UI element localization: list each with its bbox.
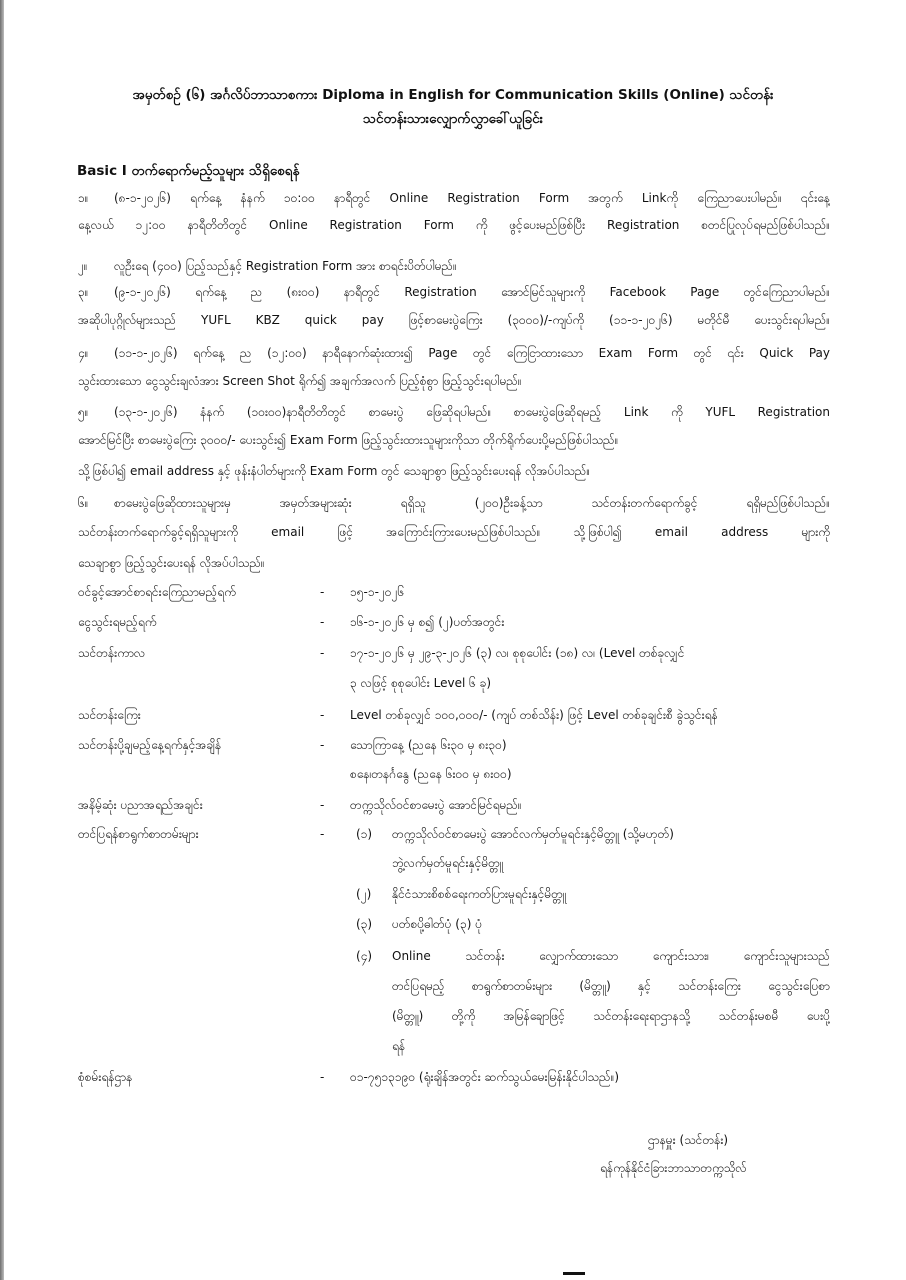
item-5-number: ၅။ (78, 405, 89, 419)
detail-value-qualification: တက္ကသိုလ်ဝင်စာမေးပွဲ အောင်မြင်ရမည်။ (350, 798, 522, 812)
detail-value-course-period-line-2: ၃ လဖြင့် စုစုပေါင်း Level ၆ ခု) (350, 676, 492, 690)
signature-title: ဌာနမှူး (သင်တန်း) (648, 1133, 729, 1147)
item-4-number: ၄။ (78, 346, 89, 360)
item-5-line-2: အောင်မြင်ပြီး စာမေးပွဲကြေး ၃၀၀၀/- ပေးသွင်း၍ Exam Form ဖြည့်သွင်းထားသူများကိုသာ တိုက်ရိုက်ပေးပို့မည်ဖြစ်ပါသည်။ (78, 433, 619, 447)
item-6-number: ၆။ (78, 496, 89, 510)
separator-dash: - (320, 646, 325, 660)
document-item-1-line-2: ဘွဲ့လက်မှတ်မူရင်းနှင့်မိတ္တူ (392, 856, 504, 870)
signature-organization: ရန်ကုန်နိုင်ငံခြားဘာသာတက္ကသိုလ် (600, 1161, 747, 1175)
item-2-line-1: ၂။ လူဦးရေ (၄၀၀) ပြည့်သည်နှင့် Registration Form အား စာရင်းပိတ်ပါမည်။ (78, 256, 830, 276)
document-item-4-line-4: ရန် (392, 1039, 406, 1053)
document-item-1-number: (၁) (356, 827, 373, 841)
separator-dash: - (320, 798, 325, 812)
documents-label: တင်ပြရန်စာရွက်စာတမ်းများ (78, 827, 199, 841)
contact-label: စုံစမ်းရန်ဌာန (78, 1070, 133, 1084)
document-item-1-line-1: တက္ကသိုလ်ဝင်စာမေးပွဲ အောင်လက်မှတ်မူရင်းနှင့်မိတ္တူ (သို့မဟုတ်) (392, 827, 674, 841)
detail-value-payment-date: ၁၆-၁-၂၀၂၆ မှ စ၍ (၂)ပတ်အတွင်း (350, 615, 505, 629)
item-4-line-1: ၄။ (၁၁-၁-၂၀၂၆) ရက်နေ့ ည (၁၂:၀၀) နာရီနောက်ဆုံးထား၍ Page တွင် ကြေငြာထားသော Exam Form တွင် ၎င်း Quick Pay (78, 343, 830, 363)
document-item-4-line-1: Online သင်တန်း လျှောက်ထားသော ကျောင်းသား၊ ကျောင်းသူများသည် (392, 949, 830, 963)
document-item-4-line-2: တင်ပြရမည့် စာရွက်စာတမ်းများ (မိတ္တူ) နှင့် သင်တန်းကြေး ငွေသွင်းပြေစာ (392, 979, 830, 993)
item-3-number: ၃။ (78, 285, 89, 299)
document-item-2-line-1: နိုင်ငံသားစိစစ်ရေးကတ်ပြားမူရင်းနှင့်မိတ္တူ (392, 887, 567, 901)
item-6-line-2: သင်တန်းတက်ရောက်ခွင့်ရရှိသူများကို email ဖြင့် အကြောင်းကြားပေးမည်ဖြစ်ပါသည်။ သို့ဖြစ်ပါ၍ email address များကို (78, 525, 830, 539)
item-1-line-2: နေ့လယ် ၁၂:၀၀ နာရီတိတိတွင် Online Registration Form ကို ဖွင့်ပေးမည်ဖြစ်ပြီး Registration စတင်ပြုလုပ်ရမည်ဖြစ်ပါသည်။ (78, 218, 830, 232)
document-title: အမှတ်စဉ် (၆) အင်္ဂလိပ်ဘာသာစကား Diploma in English for Communication Skills (Online) သင်တန်း (132, 87, 774, 103)
detail-value-schedule-line-1: သောကြာနေ့ (ညနေ ၆း၃၀ မှ ၈း၃၀) (350, 738, 507, 752)
item-5-line-3: သို့ဖြစ်ပါ၍ email address နှင့် ဖုန်းနံပါတ်များကို Exam Form တွင် သေချာစွာ ဖြည့်သွင်းပေးရန် လိုအပ်ပါသည်။ (78, 464, 591, 478)
detail-value-admission-date: ၁၅-၁-၂၀၂၆ (350, 585, 405, 599)
separator-dash: - (320, 738, 325, 752)
document-item-2-number: (၂) (356, 887, 372, 901)
document-item-4-number: (၄) (356, 949, 373, 963)
item-3-line-2: အဆိုပါပုဂ္ဂိုလ်များသည် YUFL KBZ quick pay ဖြင့်စာမေးပွဲကြေး (၃၀၀၀)/-ကျပ်ကို (၁၁-၁-၂၀၂၆) မတိုင်မီ ပေးသွင်းရပါမည်။ (78, 313, 830, 327)
detail-label-course-fee: သင်တန်းကြေး (78, 708, 141, 722)
separator-dash: - (320, 615, 325, 629)
separator-dash: - (320, 827, 325, 841)
contact-value: ၀၁-၇၅၁၃၁၉၀ (ရုံးချိန်အတွင်း ဆက်သွယ်မေးမြန်းနိုင်ပါသည်။) (350, 1070, 620, 1084)
item-3-line-1: ၃။ (၉-၁-၂၀၂၆) ရက်နေ့ ည (၈း၀၀) နာရီတွင် Registration အောင်မြင်သူများကို Facebook Page တွင်ကြေညာပါမည်။ (78, 282, 830, 302)
item-1-number: ၁။ (78, 191, 89, 205)
detail-label-course-period: သင်တန်းကာလ (78, 646, 146, 660)
detail-label-payment-date: ငွေသွင်းရမည့်ရက် (78, 615, 157, 629)
detail-label-admission-date: ဝင်ခွင့်အောင်စာရင်းကြေညာမည့်ရက် (78, 585, 236, 599)
item-6-line-3: သေချာစွာ ဖြည့်သွင်းပေးရန် လိုအပ်ပါသည်။ (78, 556, 265, 570)
page-bottom-mark (563, 1272, 585, 1275)
separator-dash: - (320, 708, 325, 722)
item-6-line-1: ၆။ စာမေးပွဲဖြေဆိုထားသူများမှ အမှတ်အများဆုံး ရရှိသူ (၂၀၀)ဦးခန့်သာ သင်တန်းတက်ရောက်ခွင့် ရရှိမည်ဖြစ်ပါသည်။ (78, 493, 830, 513)
detail-value-course-fee: Level တစ်ခုလျှင် ၁၀၀,၀၀၀/- (ကျပ် တစ်သိန်း) ဖြင့် Level တစ်ခုချင်းစီ ခွဲသွင်းရန် (350, 708, 718, 722)
document-item-3-line-1: ပတ်စပို့ဓါတ်ပုံ (၃) ပုံ (392, 917, 483, 931)
detail-value-schedule-line-2: စနေ၊တနင်္ဂနွေ (ညနေ ၆း၀၀ မှ ၈း၀၀) (350, 767, 512, 781)
item-4-line-2: သွင်းထားသော ငွေသွင်းချလံအား Screen Shot ရိုက်၍ အချက်အလက် ပြည့်စုံစွာ ဖြည့်သွင်းရပါမည်။ (78, 374, 522, 388)
item-2-number: ၂။ (78, 259, 88, 273)
detail-value-course-period-line-1: ၁၇-၁-၂၀၂၆ မှ ၂၉-၃-၂၀၂၆ (၃) လ၊ စုစုပေါင်း (၁၈) လ၊ (Level တစ်ခုလျှင် (350, 646, 685, 660)
document-item-4-line-3: (မိတ္တူ) တို့ကို အမြန်ချောဖြင့် သင်တန်းရေးရာဌာနသို့ သင်တန်းမစမီ ပေးပို့ (392, 1009, 830, 1023)
item-5-line-1: ၅။ (၁၃-၁-၂၀၂၆) နံနက် (၁၀း၀၀)နာရီတိတိတွင် စာမေးပွဲ ဖြေဆိုရပါမည်။ စာမေးပွဲဖြေဆိုရမည့် Link ကို YUFL Registration (78, 402, 830, 422)
section-heading: Basic I တက်ရောက်မည့်သူများ သိရှိစေရန် (77, 163, 300, 179)
separator-dash: - (320, 1070, 325, 1084)
separator-dash: - (320, 585, 325, 599)
item-1-line-1: ၁။ (၈-၁-၂၀၂၆) ရက်နေ့ နံနက် ၁၀:၀၀ နာရီတွင် Online Registration Form အတွက် Linkကို ကြေညာပေးပါမည်။ ၎င်းနေ့ (78, 188, 830, 208)
detail-label-qualification: အနိမ့်ဆုံး ပညာအရည်အချင်း (78, 798, 203, 812)
document-item-3-number: (၃) (356, 917, 373, 931)
document-subtitle: သင်တန်းသားလျှောက်လွှာခေါ်ယူခြင်း (362, 111, 544, 127)
detail-label-schedule: သင်တန်းပို့ချမည့်နေ့ရက်နှင့်အချိန် (78, 738, 222, 752)
